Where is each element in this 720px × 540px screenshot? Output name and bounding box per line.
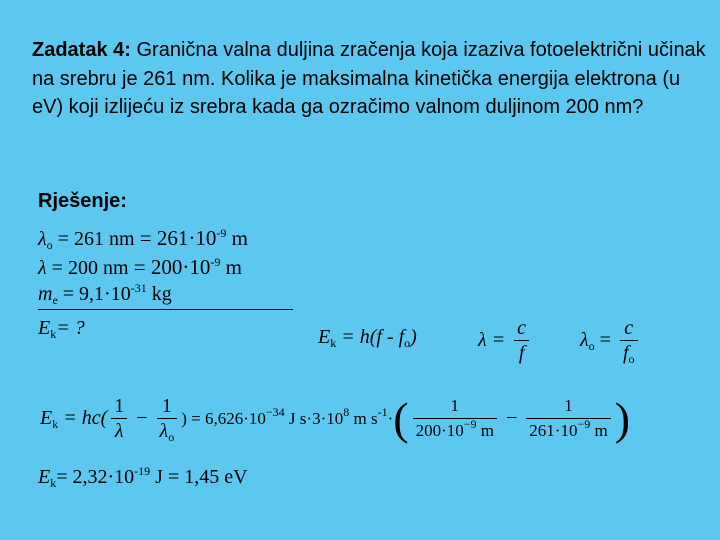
me-value: = 9,1·10: [57, 283, 131, 305]
calc-mid: J s·3·10: [284, 408, 344, 428]
calc-sub: k: [52, 417, 59, 431]
ek-formula-rhs: = h(f - f: [336, 326, 405, 348]
calc-g2-num: 1: [564, 396, 573, 415]
calc-frac-g2: [526, 394, 610, 443]
lambda0-sub: o: [46, 238, 53, 252]
left-paren-icon: (: [393, 393, 409, 444]
calc-mid2: m s: [349, 408, 378, 428]
lambda0-cf0-den: f: [622, 342, 629, 364]
calc-eq2: = 6,626·10: [186, 408, 266, 428]
lambda-cf-den: f: [514, 340, 529, 365]
given-lambda0: [38, 226, 248, 251]
lambda0-cf0-num: c: [624, 317, 634, 339]
lambda0-symbol: λ: [38, 228, 47, 250]
calc-frac-1: [111, 394, 127, 443]
lambda-cf-formula: [478, 316, 533, 365]
lambda-conv: = 200·10: [128, 255, 211, 279]
task-label: Zadatak 4:: [32, 39, 131, 61]
result-rest: J = 1,45 eV: [150, 466, 248, 488]
calc-g1-exp: −9: [463, 417, 477, 431]
lambda0-cf0-formula: [580, 316, 642, 365]
calc-minus: −: [131, 407, 153, 429]
ek-formula-end: ): [410, 326, 417, 348]
ek-sub: k: [50, 327, 57, 341]
unknown-ek: [38, 317, 85, 340]
result-line: [38, 466, 248, 489]
lambda0-cf0-eq: =: [594, 329, 611, 351]
calc-g-minus: −: [501, 407, 523, 429]
given-lambda: [38, 255, 242, 280]
calc-dot: ·: [387, 408, 394, 428]
calc-f1-den: λ: [111, 418, 127, 443]
given-separator: [38, 309, 293, 310]
calc-g1-num: 1: [450, 396, 460, 415]
me-exp: -31: [130, 281, 147, 295]
lambda-cf-num: c: [517, 317, 527, 339]
lambda-cf-fraction: [514, 316, 529, 365]
result-exp: -19: [134, 464, 151, 478]
ek-formula: [318, 326, 417, 349]
given-me: [38, 283, 172, 306]
calc-exp2: 8: [343, 404, 350, 419]
calc-exp3: -1: [377, 404, 388, 419]
calc-frac-g1: [413, 394, 497, 443]
lambda-unit: m: [220, 255, 242, 279]
result-lhs: E: [38, 466, 51, 488]
lambda0-cf0-fraction: [620, 316, 638, 365]
ek-formula-lhs: E: [318, 326, 331, 348]
calc-g1-unit: m: [476, 421, 495, 440]
me-symbol: m: [38, 283, 53, 305]
calculation-line: [40, 392, 630, 445]
calc-g2-den: 261·10: [529, 421, 578, 440]
calc-g1-den: 200·10: [415, 421, 464, 440]
calc-f1-num: 1: [114, 395, 125, 417]
calc-close: ): [181, 408, 187, 428]
lambda-exp: -9: [210, 255, 221, 269]
task-statement: [32, 36, 712, 122]
me-unit: kg: [146, 283, 172, 305]
ek-value: = ?: [56, 317, 85, 339]
task-text: Granična valna duljina zračenja koja izaziva fotoelektrični učinak na srebru je 261 nm. Kolika je maksimalna kinetička energija elektrona (u eV) koji izlijeću iz srebra kada ga ozračimo valnom duljinom 200 nm?: [32, 39, 706, 118]
result-value: = 2,32·10: [56, 466, 135, 488]
ek-formula-sub2: o: [404, 336, 411, 350]
lambda0-unit: m: [226, 226, 248, 250]
me-sub: e: [52, 293, 58, 307]
calc-g2-exp: −9: [577, 417, 591, 431]
calc-f2-num: 1: [161, 395, 172, 417]
calc-exp1: −34: [265, 404, 285, 419]
calc-g2-unit: m: [590, 421, 608, 440]
lambda-value: = 200 nm: [46, 257, 129, 279]
result-sub: k: [50, 476, 57, 490]
calc-eq: = hc(: [58, 407, 108, 429]
lambda0-cf0-lhs: λ: [580, 329, 589, 351]
solution-heading: Rješenje:: [38, 190, 127, 212]
right-paren-icon: ): [614, 393, 631, 444]
lambda0-conv: = 261·10: [134, 226, 217, 250]
lambda0-exp: -9: [216, 226, 227, 240]
lambda0-value: = 261 nm: [52, 228, 135, 250]
lambda-cf-lhs: λ =: [478, 329, 506, 351]
lambda-symbol: λ: [38, 257, 47, 279]
calc-f2-den: λ: [159, 420, 169, 442]
ek-formula-sub: k: [330, 336, 337, 350]
ek-symbol: E: [38, 317, 51, 339]
calc-lhs: E: [40, 407, 53, 429]
calc-f2-den-sub: o: [168, 430, 175, 444]
lambda0-cf0-sub: o: [588, 339, 595, 353]
calc-frac-2: [157, 394, 178, 443]
lambda0-cf0-den-sub: o: [628, 352, 635, 366]
